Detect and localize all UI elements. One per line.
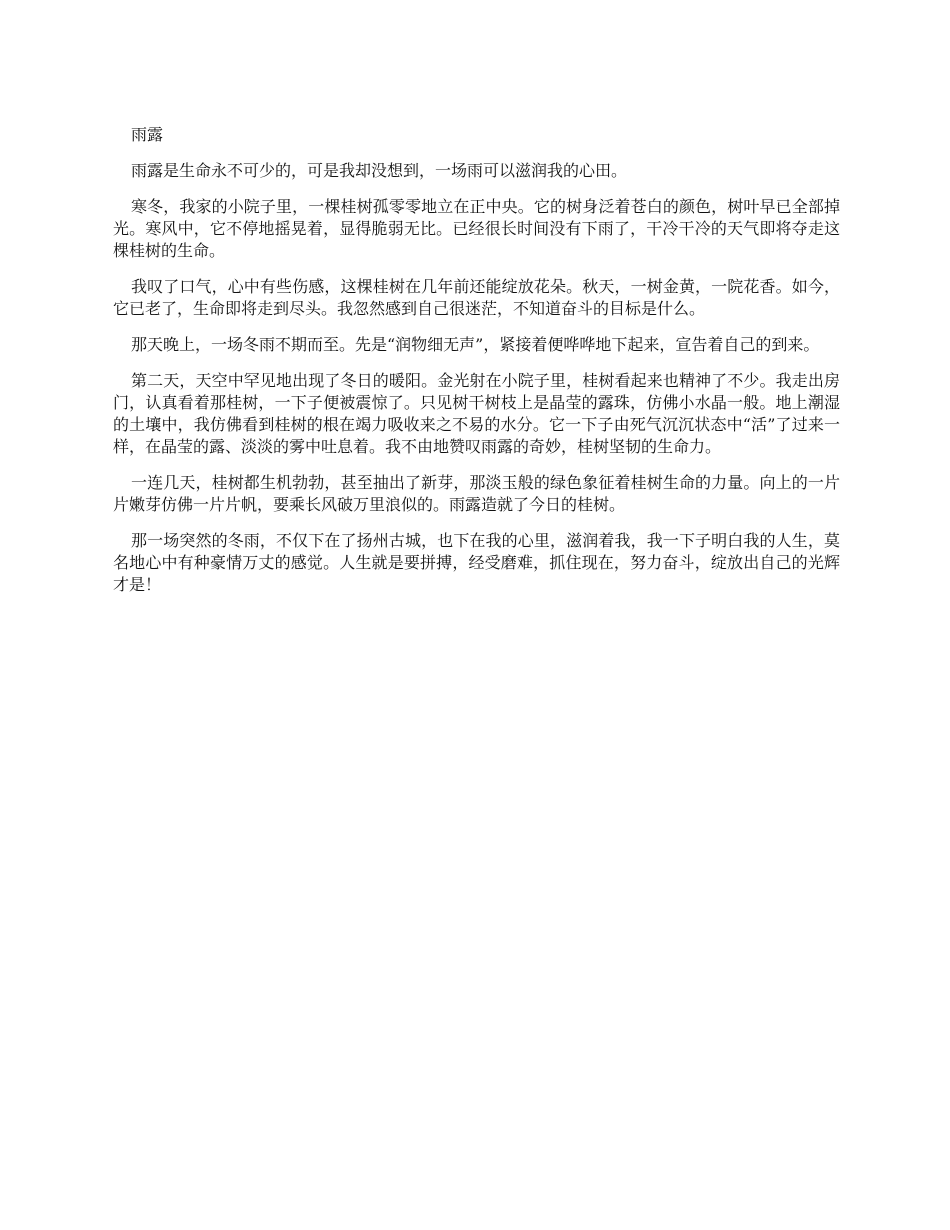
paragraph-7: 那一场突然的冬雨，不仅下在了扬州古城，也下在我的心里，滋润着我，我一下子明白我的人生，莫名地心中有种豪情万丈的感觉。人生就是要拼搏，经受磨难，抓住现在，努力奋斗，绽放出自己的光辉才是！: [113, 531, 840, 594]
paragraph-2: 寒冬，我家的小院子里，一棵桂树孤零零地立在正中央。它的树身泛着苍白的颜色，树叶早已全部掉光。寒风中，它不停地摇晃着，显得脆弱无比。已经很长时间没有下雨了，干冷干冷的天气即将夺走这棵桂树的生命。: [113, 197, 840, 260]
document-title: 雨露: [131, 125, 164, 144]
paragraph-5: 第二天，天空中罕见地出现了冬日的暖阳。金光射在小院子里，桂树看起来也精神了不少。我走出房门，认真看着那桂树，一下子便被震惊了。只见树干树枝上是晶莹的露珠，仿佛小水晶一般。地上潮湿的土壤中，我仿佛看到桂树的根在竭力吸收来之不易的水分。它一下子由死气沉沉状态中“活”了过来一样，在晶莹的露、淡淡的雾中吐息着。我不由地赞叹雨露的奇妙，桂树坚韧的生命力。: [113, 371, 840, 456]
paragraph-4: 那天晚上，一场冬雨不期而至。先是“润物细无声”，紧接着便哗哗地下起来，宣告着自己的到来。: [131, 335, 820, 354]
paragraph-6: 一连几天，桂树都生机勃勃，甚至抽出了新芽，那淡玉般的绿色象征着桂树生命的力量。向上的一片片嫩芽仿佛一片片帆，要乘长风破万里浪似的。雨露造就了今日的桂树。: [113, 473, 840, 514]
document-page: [113, 124, 840, 610]
paragraph-3: 我叹了口气，心中有些伤感，这棵桂树在几年前还能绽放花朵。秋天，一树金黄，一院花香。如今，它已老了，生命即将走到尽头。我忽然感到自己很迷茫，不知道奋斗的目标是什么。: [113, 277, 840, 318]
paragraph-1: 雨露是生命永不可少的，可是我却没想到，一场雨可以滋润我的心田。: [131, 161, 628, 180]
